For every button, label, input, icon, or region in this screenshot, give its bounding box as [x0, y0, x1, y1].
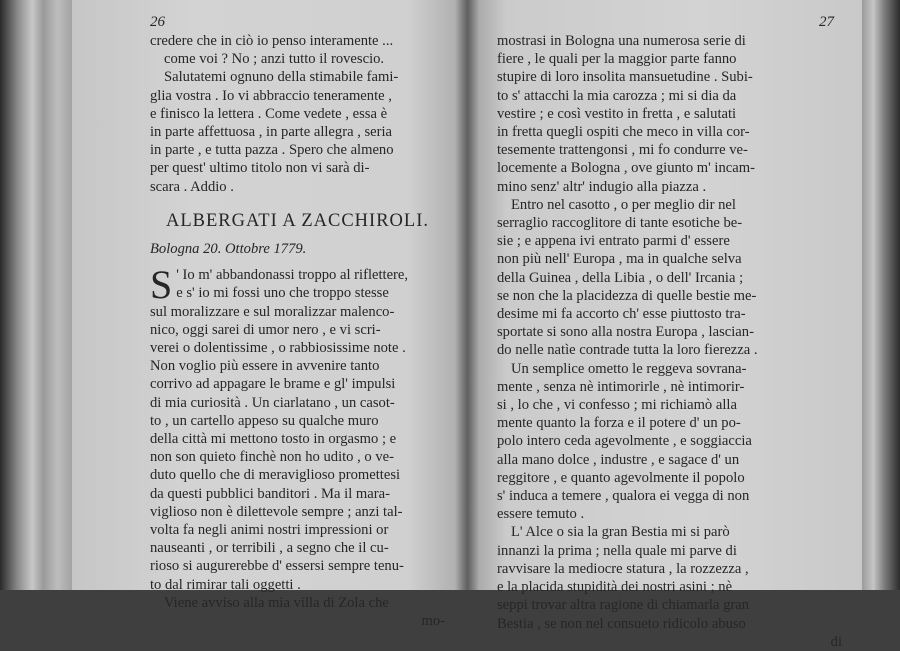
text-line: per quest' ultimo titolo non vi sarà di-: [150, 160, 370, 177]
text-line: do nelle natìe contrade tutta la loro fierezza .: [497, 342, 758, 359]
text-line: nico, oggi sarei di umor nero , e vi scri-: [150, 321, 381, 338]
right-page-text: [497, 32, 842, 651]
left-page: [72, 0, 467, 630]
book-gutter: [455, 0, 479, 590]
text-line: essere temuto .: [497, 506, 585, 523]
letter-title: ALBERGATI A ZACCHIROLI.: [166, 210, 429, 231]
text-line: sie ; e appena ivi entrato parmi d' essere: [497, 233, 730, 250]
left-page-text: [150, 32, 445, 630]
text-line: non son quieto finchè non ho udito , o ve-: [150, 449, 395, 466]
text-line: duto quello che di meraviglioso promettesi: [150, 467, 401, 484]
text-line: rioso si augurerebbe d' essersi sempre tenu-: [150, 558, 404, 575]
text-line: sportate si sono alla nostra Europa , lascian-: [497, 324, 754, 341]
text-line: reggitore , e quanto agevolmente il popolo: [497, 469, 745, 486]
text-line: e finisco la lettera . Come vedete , essa è: [150, 105, 388, 122]
text-line: volta fa negli animi nostri impressioni or: [150, 522, 389, 539]
text-line: ' Io m' abbandonassi troppo al riflettere,: [176, 267, 409, 284]
text-line: Entro nel casotto , o per meglio dir nel: [511, 196, 736, 213]
text-line: fiere , le quali per la maggior parte fanno: [497, 51, 737, 68]
text-line: Salutatemi ognuno della stimabile fami-: [164, 69, 399, 86]
text-line: non più nell' Europa , ma in qualche selva: [497, 251, 742, 268]
text-line: viglioso non è dilettevole sempre ; anzi tal-: [150, 503, 403, 520]
text-line: mente , senza nè intimorirle , nè intimorir-: [497, 378, 745, 395]
right-page-number: 27: [819, 14, 834, 30]
text-line: innanzi la prima ; nella quale mi parve di: [497, 542, 737, 559]
text-line: L' Alce o sia la gran Bestia mi si parò: [511, 524, 730, 541]
text-line: verei o dolentissime , o rabbiosissime note .: [150, 340, 406, 357]
text-line: Viene avviso alla mia villa di Zola che: [164, 594, 389, 611]
text-line: sul moralizzare e sul moralizzar malenco-: [150, 303, 395, 320]
text-line: polo intero ceda agevolmente , e soggiaccia: [497, 433, 752, 450]
text-line: glia vostra . Io vi abbraccio teneramente ,: [150, 87, 392, 104]
text-line: della città mi mettono tosto in orgasmo ; e: [150, 431, 397, 448]
text-line: in parte affettuosa , in parte allegra , seria: [150, 124, 393, 141]
text-line: to s' attacchi la mia carozza ; mi si dia da: [497, 87, 737, 104]
drop-cap: S: [150, 262, 173, 308]
text-line: s' induca a temere , qualora ei vegga di non: [497, 488, 750, 505]
text-line: da questi pubblici banditori . Ma il mara-: [150, 485, 390, 502]
text-line: se non che la placidezza di quelle bestie me-: [497, 287, 757, 304]
text-line: della Guinea , della Libia , o dell' Ircania ;: [497, 269, 744, 286]
drop-cap-paragraph: [150, 262, 445, 308]
text-line: di mia curiosità . Un ciarlatano , un casot-: [150, 394, 395, 411]
text-line: stupire di loro insolita mansuetudine . Subi-: [497, 69, 753, 86]
text-line: in parte , e tutta pazza . Spero che almeno: [150, 142, 394, 159]
text-line: nauseanti , or terribili , a segno che il cu-: [150, 540, 389, 557]
text-line: desime mi fa accorto ch' esse piuttosto tra-: [497, 306, 746, 323]
right-page-edges: [862, 0, 900, 590]
catchword: di: [830, 633, 842, 650]
text-line: ravvisare la mediocre statura , la rozzezza ,: [497, 560, 749, 577]
text-line: e la placida stupidità dei nostri asini ; nè: [497, 579, 733, 596]
text-line: mente quanto la forza e il potere d' un po-: [497, 415, 741, 432]
text-line: alla mano dolce , industre , e sagace d' un: [497, 451, 740, 468]
text-line: e s' io mi fossi uno che troppo stesse: [176, 285, 389, 302]
text-line: tesemente trattengonsi , mi fo condurre ve-: [497, 142, 748, 159]
text-line: in fretta quegli ospiti che meco in villa cor-: [497, 124, 750, 141]
letter-dateline: Bologna 20. Ottobre 1779.: [150, 241, 307, 258]
text-line: si , lo che , vi confesso ; mi richiamò alla: [497, 397, 737, 414]
text-line: mostrasi in Bologna una numerosa serie di: [497, 33, 746, 49]
text-line: Un semplice ometto le reggeva sovrana-: [511, 360, 747, 377]
left-page-edges: [0, 0, 72, 590]
text-line: Non voglio più essere in avvenire tanto: [150, 358, 380, 375]
text-line: Bestia , se non nel consueto ridicolo abuso: [497, 615, 746, 632]
text-line: seppi trovar altra ragione di chiamarla gran: [497, 597, 750, 614]
text-line: locemente a Bologna , ove giunto m' incam-: [497, 160, 755, 177]
left-page-number: 26: [150, 14, 165, 30]
text-line: credere che in ciò io penso interamente ...: [150, 33, 394, 49]
text-line: come voi ? No ; anzi tutto il rovescio.: [164, 51, 385, 68]
text-line: to , un cartello appeso su qualche muro: [150, 412, 379, 429]
text-line: mino senz' altr' indugio alla piazza .: [497, 178, 707, 195]
text-line: scara . Addio .: [150, 178, 234, 195]
text-line: vestire ; e così vestito in fretta , e salutati: [497, 105, 737, 122]
text-line: to dal rimirar tali oggetti .: [150, 576, 301, 593]
catchword: mo-: [421, 613, 445, 630]
right-page: [467, 0, 862, 650]
text-line: corrivo ad appagare le brame e gl' impulsi: [150, 376, 396, 393]
text-line: serraglio raccoglitore di tante esotiche be-: [497, 215, 743, 232]
